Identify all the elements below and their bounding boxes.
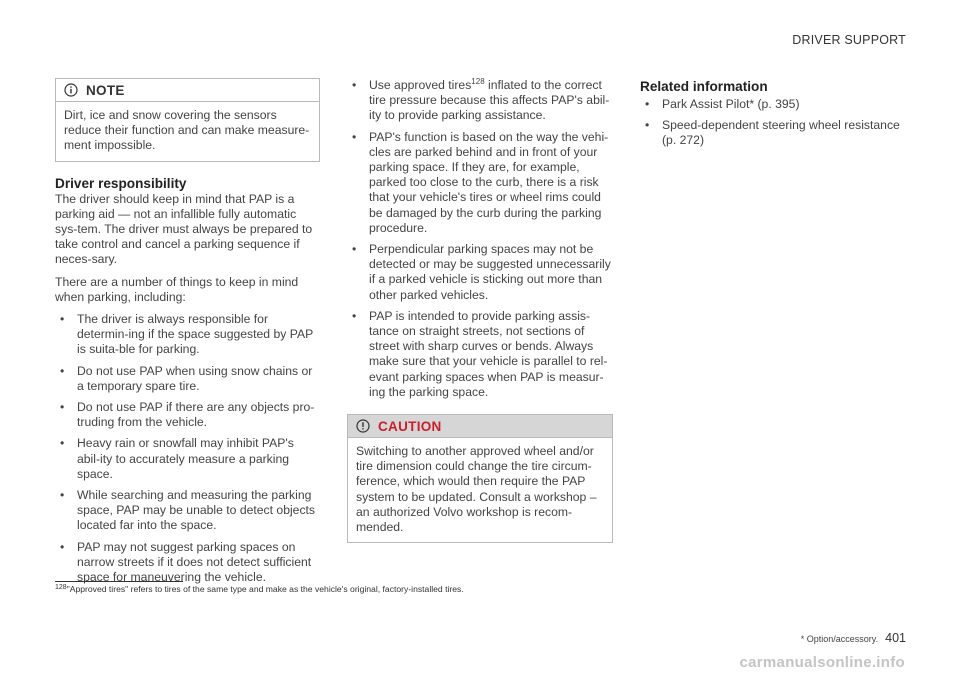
driver-responsibility-list (55, 312, 320, 585)
note-text: Dirt, ice and snow covering the sensors reduce their function and can make measure-ment impossible. (64, 108, 310, 153)
related-link-park-assist-pilot[interactable]: • Park Assist Pilot* (p. 395) (640, 97, 910, 112)
caution-text: Switching to another approved wheel and/or tire dimension could change the tire circum-ference, which would then require the PAP system to be updated. Consult a workshop – an authorized Volvo workshop is recom-mended. (356, 444, 597, 535)
note-title: NOTE (86, 82, 125, 98)
note-header (56, 79, 319, 102)
driver-responsibility-intro: The driver should keep in mind that PAP is a parking aid — not an infallible fully automatic sys-tem. The driver must always be prepared to take control and cancel a parking sequence if neces-sary. (55, 191, 313, 267)
list-item: • Heavy rain or snowfall may inhibit PAP's abil-ity to accurately measure a parking space. (55, 436, 320, 482)
note-box (55, 78, 320, 162)
tires-text-start: Use approved tires (369, 78, 472, 92)
list-item: • PAP may not suggest parking spaces on narrow streets if it does not detect sufficient space for maneuvering the vehicle. (55, 540, 320, 586)
option-accessory-note: * Option/accessory. (800, 634, 879, 644)
list-item: • PAP's function is based on the way the vehi-cles are parked behind and in front of your parking space. If they are, for example, parked too close to the curb, there is a risk that your vehicle's tires or wheel rims could be damaged by the curb during the parking procedure. (347, 130, 613, 236)
footnote-ref: 128 (471, 76, 485, 86)
list-item: • PAP is intended to provide parking assis-tance on straight streets, not sections of street with sharp curves or bends. Always make sure that your vehicle is parallel to rel-evant parking spaces when PAP is measur-ing the parking space. (347, 309, 613, 400)
driver-responsibility-list-intro: There are a number of things to keep in mind when parking, including: (55, 274, 299, 304)
related-link-steering-resistance[interactable]: • Speed-dependent steering wheel resistance (p. 272) (640, 118, 910, 148)
page-footer (801, 631, 906, 645)
list-item (347, 78, 613, 124)
column-right (640, 78, 910, 149)
related-information-heading: Related information (640, 79, 768, 94)
caution-box (347, 414, 613, 543)
column-middle (347, 78, 613, 543)
info-circle-icon (64, 83, 78, 97)
tires-text-end: inflated to the correct tire pressure because this affects PAP's abil-ity to provide parking assistance. (369, 78, 610, 123)
driver-responsibility-heading: Driver responsibility (55, 175, 187, 191)
footnote-number: 128 (55, 584, 67, 591)
footnote (55, 584, 464, 594)
caution-header (348, 415, 612, 438)
list-item: • The driver is always responsible for determin-ing if the space suggested by PAP is suita-ble for parking. (55, 312, 320, 358)
column-left (55, 78, 320, 585)
list-item: • Do not use PAP when using snow chains or a temporary spare tire. (55, 364, 320, 394)
exclamation-circle-icon (356, 419, 370, 433)
page-number: 401 (885, 631, 906, 645)
footnote-text: "Approved tires" refers to tires of the same type and make as the vehicle's original, factory-installed tires. (66, 584, 464, 594)
section-header: DRIVER SUPPORT (792, 33, 906, 47)
watermark: carmanualsonline.info (739, 654, 905, 671)
list-item: • Perpendicular parking spaces may not be detected or may be suggested unnecessarily if a parked vehicle is sticking out more than other parked vehicles. (347, 242, 613, 303)
related-links (640, 97, 910, 149)
footnote-divider (55, 581, 183, 582)
list-item: • While searching and measuring the parking space, PAP may be unable to detect objects located far into the space. (55, 488, 320, 534)
pap-tips-list (347, 78, 613, 400)
list-item: • Do not use PAP if there are any objects pro-truding from the vehicle. (55, 400, 320, 430)
caution-title: CAUTION (378, 418, 442, 434)
